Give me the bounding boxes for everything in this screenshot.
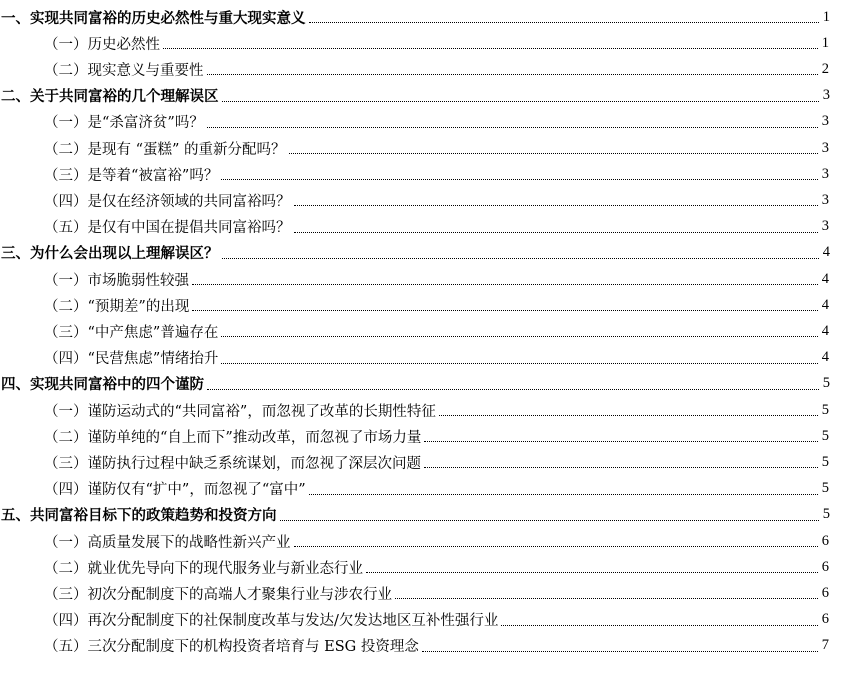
toc-page-number: 4	[822, 244, 830, 261]
toc-entry-title: （一）是“杀富济贫”吗？	[44, 115, 204, 132]
dot-leader	[207, 127, 818, 128]
dot-leader	[222, 101, 820, 102]
toc-subsection-entry[interactable]	[0, 476, 829, 502]
toc-page-number: 1	[821, 34, 829, 51]
toc-page-number: 6	[821, 611, 829, 628]
toc-subsection-entry[interactable]	[0, 633, 829, 659]
toc-entry-title: （一）谨防运动式的“共同富裕”，而忽视了改革的长期性特征	[44, 403, 436, 420]
toc-entry-title: 三、为什么会出现以上理解误区？	[1, 246, 219, 263]
toc-entry-title: （四）谨防仅有“扩中”，而忽视了“富中”	[44, 482, 306, 499]
toc-page-number: 6	[821, 558, 829, 575]
toc-entry-title: （二）谨防单纯的“自上而下”推动改革，而忽视了市场力量	[44, 429, 422, 446]
toc-subsection-entry[interactable]	[0, 109, 829, 135]
dot-leader	[294, 546, 819, 547]
dot-leader	[289, 153, 818, 154]
toc-entry-title: （三）谨防执行过程中缺乏系统谋划，而忽视了深层次问题	[44, 455, 421, 472]
dot-leader	[192, 284, 818, 285]
toc-entry-title: （五）是仅有中国在提倡共同富裕吗？	[44, 220, 291, 237]
toc-entry-title: （四）是仅在经济领域的共同富裕吗？	[44, 193, 291, 210]
toc-page-number: 3	[821, 165, 829, 182]
toc-page-number: 6	[821, 584, 829, 601]
toc-page-number: 2	[821, 60, 829, 77]
toc-section-entry[interactable]	[0, 83, 830, 109]
dot-leader	[395, 598, 818, 599]
dot-leader	[422, 651, 818, 652]
toc-subsection-entry[interactable]	[0, 266, 829, 292]
dot-leader	[309, 494, 818, 495]
toc-section-entry[interactable]	[0, 502, 830, 528]
toc-entry-title: （二）现实意义与重要性	[44, 62, 204, 79]
toc-section-entry[interactable]	[0, 240, 830, 266]
dot-leader	[280, 520, 820, 521]
toc-page-number: 4	[821, 270, 829, 287]
toc-subsection-entry[interactable]	[0, 30, 829, 56]
toc-entry-title: （三）初次分配制度下的高端人才聚集行业与涉农行业	[44, 586, 392, 603]
dot-leader	[207, 74, 819, 75]
dot-leader	[424, 441, 818, 442]
toc-entry-title: （二）“预期差”的出现	[44, 298, 190, 315]
toc-page-number: 1	[822, 8, 830, 25]
toc-page-number: 5	[822, 375, 830, 392]
dot-leader	[222, 258, 820, 259]
toc-entry-title: （三）“中产焦虑”普遍存在	[44, 324, 219, 341]
toc-entry-title: （一）高质量发展下的战略性新兴产业	[44, 534, 291, 551]
toc-entry-title: 一、实现共同富裕的历史必然性与重大现实意义	[1, 10, 306, 27]
dot-leader	[439, 415, 818, 416]
toc-subsection-entry[interactable]	[0, 56, 829, 82]
toc-subsection-entry[interactable]	[0, 187, 829, 213]
toc-subsection-entry[interactable]	[0, 318, 829, 344]
dot-leader	[501, 625, 818, 626]
toc-subsection-entry[interactable]	[0, 397, 829, 423]
toc-page-number: 5	[821, 427, 829, 444]
dot-leader	[424, 467, 818, 468]
toc-entry-title: （四）“民营焦虑”情绪抬升	[44, 351, 219, 368]
toc-page-number: 3	[821, 139, 829, 156]
toc-page-number: 7	[821, 637, 829, 654]
toc-subsection-entry[interactable]	[0, 345, 829, 371]
toc-entry-title: （二）是现有 “蛋糕” 的重新分配吗？	[44, 141, 286, 158]
toc-page-number: 4	[821, 322, 829, 339]
toc-subsection-entry[interactable]	[0, 214, 829, 240]
toc-subsection-entry[interactable]	[0, 580, 829, 606]
toc-page-number: 4	[821, 349, 829, 366]
toc-subsection-entry[interactable]	[0, 161, 829, 187]
dot-leader	[221, 179, 818, 180]
toc-subsection-entry[interactable]	[0, 423, 829, 449]
toc-page-number: 6	[821, 532, 829, 549]
toc-subsection-entry[interactable]	[0, 607, 829, 633]
toc-entry-title: 二、关于共同富裕的几个理解误区	[1, 89, 219, 106]
toc-entry-title: （一）市场脆弱性较强	[44, 272, 189, 289]
dot-leader	[192, 310, 818, 311]
toc-subsection-entry[interactable]	[0, 449, 829, 475]
toc-entry-title: 四、实现共同富裕中的四个谨防	[1, 377, 204, 394]
toc-entry-title: （一）历史必然性	[44, 36, 160, 53]
dot-leader	[163, 48, 818, 49]
dot-leader	[294, 232, 819, 233]
toc-section-entry[interactable]	[0, 371, 830, 397]
toc-subsection-entry[interactable]	[0, 135, 829, 161]
toc-subsection-entry[interactable]	[0, 554, 829, 580]
toc-page-number: 3	[821, 191, 829, 208]
toc-subsection-entry[interactable]	[0, 528, 829, 554]
toc-page-number: 3	[821, 218, 829, 235]
toc-entry-title: 五、共同富裕目标下的政策趋势和投资方向	[1, 508, 277, 525]
dot-leader	[309, 22, 820, 23]
toc-entry-title: （四）再次分配制度下的社保制度改革与发达/欠发达地区互补性强行业	[44, 613, 499, 630]
dot-leader	[221, 336, 818, 337]
toc-subsection-entry[interactable]	[0, 292, 829, 318]
toc-section-entry[interactable]	[0, 4, 830, 30]
toc-page-number: 3	[821, 113, 829, 130]
toc-entry-title: （五）三次分配制度下的机构投资者培育与 ESG 投资理念	[44, 639, 419, 656]
toc-page-number: 4	[821, 296, 829, 313]
dot-leader	[207, 389, 819, 390]
toc-entry-title: （二）就业优先导向下的现代服务业与新业态行业	[44, 560, 363, 577]
dot-leader	[366, 572, 818, 573]
toc-page-number: 5	[822, 506, 830, 523]
toc-page-number: 5	[821, 453, 829, 470]
dot-leader	[221, 363, 818, 364]
dot-leader	[294, 205, 819, 206]
toc-page-number: 5	[821, 401, 829, 418]
toc-page-number: 3	[822, 87, 830, 104]
toc-page-number: 5	[821, 480, 829, 497]
toc-entry-title: （三）是等着“被富裕”吗？	[44, 167, 219, 184]
